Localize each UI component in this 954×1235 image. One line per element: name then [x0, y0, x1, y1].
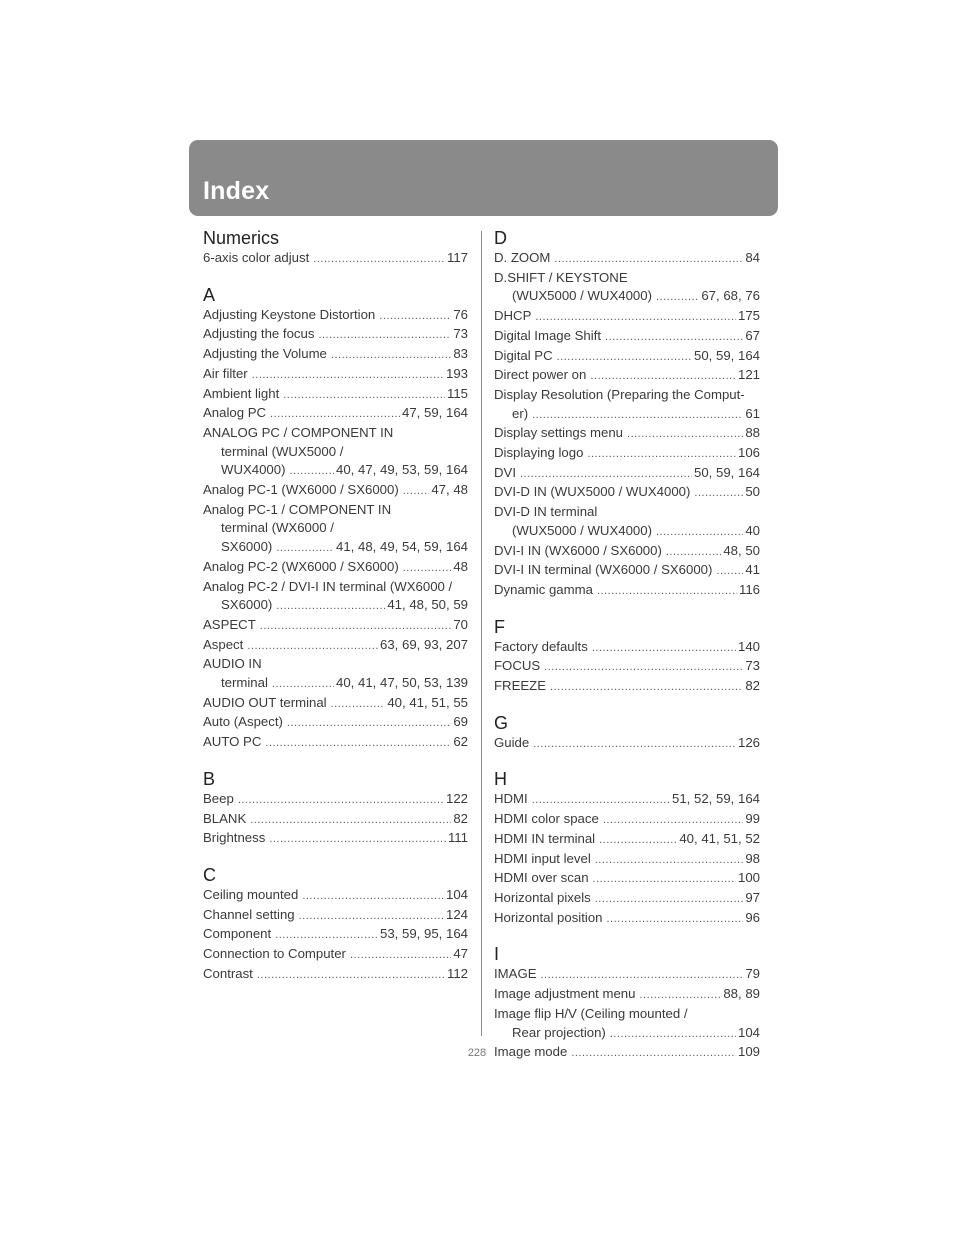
- index-entry-line: [203, 519, 468, 538]
- dot-leader: [694, 484, 743, 503]
- dot-leader: [272, 675, 334, 694]
- entry-term: HDMI color space: [494, 811, 599, 827]
- entry-page-refs[interactable]: 96: [745, 909, 760, 925]
- entry-page-refs[interactable]: 126: [737, 734, 760, 750]
- index-entry-line: [203, 443, 468, 462]
- index-entry-line: [494, 889, 760, 909]
- index-section-c: [203, 865, 468, 985]
- index-section-numerics: [203, 228, 468, 269]
- index-entry-line: [494, 1024, 760, 1044]
- index-entry-line: [494, 444, 760, 464]
- entry-page-refs[interactable]: 63, 69, 93, 207: [380, 636, 468, 652]
- index-entry-line: [494, 503, 760, 522]
- index-entry-line: [494, 366, 760, 386]
- index-entry-line: [494, 522, 760, 542]
- index-entry-line: [203, 306, 468, 326]
- entry-term: DVI-I IN (WX6000 / SX6000): [494, 542, 662, 558]
- index-entry-line: [203, 424, 468, 443]
- entry-page-refs[interactable]: 98: [745, 850, 760, 866]
- dot-leader: [276, 539, 334, 558]
- entry-term: terminal (WUX5000 /: [221, 443, 344, 459]
- entry-page-refs[interactable]: 99: [745, 811, 760, 827]
- entry-page-refs[interactable]: 116: [738, 581, 760, 597]
- section-heading: B: [203, 768, 216, 789]
- dot-leader: [260, 617, 452, 636]
- entry-page-refs[interactable]: 53, 59, 95, 164: [380, 926, 468, 942]
- entry-term: DHCP: [494, 308, 532, 324]
- index-entry-line: [494, 850, 760, 870]
- entry-term: Adjusting the focus: [203, 326, 315, 342]
- section-heading: Numerics: [203, 228, 280, 248]
- entry-page-refs[interactable]: 84: [745, 250, 760, 265]
- index-entry-line: [494, 424, 760, 444]
- dot-leader: [590, 367, 736, 386]
- index-entry-line: [203, 461, 468, 481]
- index-entry-line: [494, 734, 760, 754]
- entry-page-refs[interactable]: 104: [737, 1024, 760, 1040]
- entry-page-refs[interactable]: 106: [737, 445, 760, 461]
- index-entry-line: [494, 790, 760, 810]
- index-entry-line: [494, 581, 760, 601]
- entry-term: (WUX5000 / WUX4000): [512, 288, 652, 304]
- dot-leader: [627, 425, 743, 444]
- entry-term: DVI: [494, 464, 516, 480]
- dot-leader: [520, 465, 692, 484]
- entry-term: DVI-I IN terminal (WX6000 / SX6000): [494, 562, 713, 578]
- entry-term: HDMI over scan: [494, 870, 589, 886]
- dot-leader: [716, 562, 743, 581]
- entry-page-refs[interactable]: 121: [737, 367, 760, 383]
- entry-term: Direct power on: [494, 367, 587, 383]
- index-entry-line: [203, 733, 468, 753]
- entry-term: ANALOG PC / COMPONENT IN: [203, 424, 394, 440]
- entry-term: Analog PC-2 / DVI-I IN terminal (WX6000 /: [203, 578, 453, 594]
- index-entry-line: [203, 713, 468, 733]
- entry-page-refs[interactable]: 109: [737, 1044, 760, 1060]
- section-heading: D: [494, 228, 507, 248]
- dot-leader: [599, 831, 677, 850]
- index-entry-line: [203, 906, 468, 926]
- index-entry-line: [494, 985, 760, 1005]
- entry-page-refs[interactable]: 140: [737, 638, 760, 654]
- entry-page-refs[interactable]: 50, 59, 164: [694, 347, 760, 363]
- section-heading: H: [494, 769, 507, 790]
- entry-term: Adjusting the Volume: [203, 346, 327, 362]
- entry-page-refs[interactable]: 41, 48, 49, 54, 59, 164: [336, 539, 468, 555]
- index-section-h: [494, 769, 760, 928]
- entry-term: Adjusting Keystone Distortion: [203, 306, 376, 322]
- entry-term: Digital PC: [494, 347, 553, 363]
- dot-leader: [238, 791, 444, 810]
- entry-term: D. ZOOM: [494, 250, 551, 265]
- index-header-banner: [189, 140, 778, 216]
- index-entry-line: [203, 945, 468, 965]
- dot-leader: [313, 250, 445, 269]
- index-entry-line: [203, 829, 468, 849]
- dot-leader: [269, 830, 446, 849]
- entry-term: Factory defaults: [494, 638, 588, 654]
- section-spacer: [494, 601, 760, 617]
- dot-leader: [639, 986, 721, 1005]
- entry-term: Connection to Computer: [203, 946, 346, 962]
- entry-page-refs[interactable]: 88: [745, 425, 760, 441]
- entry-page-refs[interactable]: 47, 48: [431, 482, 468, 498]
- index-entry-line: [203, 886, 468, 906]
- entry-term: BLANK: [203, 810, 247, 826]
- entry-term: 6-axis color adjust: [203, 250, 310, 265]
- entry-term: AUDIO IN: [203, 656, 262, 672]
- index-entry-line: [203, 965, 468, 985]
- dot-leader: [592, 639, 736, 658]
- dot-leader: [593, 870, 736, 889]
- entry-term: Brightness: [203, 830, 266, 846]
- entry-page-refs[interactable]: 40, 47, 49, 53, 59, 164: [336, 462, 468, 478]
- index-entry-line: [494, 386, 760, 405]
- dot-leader: [275, 926, 378, 945]
- index-entry-line: [203, 365, 468, 385]
- entry-page-refs[interactable]: 40, 41, 51, 55: [387, 694, 468, 710]
- index-entry-line: [494, 269, 760, 288]
- index-section-f: [494, 617, 760, 697]
- index-entry-line: [494, 327, 760, 347]
- entry-page-refs[interactable]: 193: [445, 365, 468, 381]
- index-column-left: [203, 228, 468, 985]
- dot-leader: [318, 326, 451, 345]
- entry-page-refs[interactable]: 40: [745, 522, 760, 538]
- dot-leader: [331, 695, 386, 714]
- page-number: 228: [467, 1047, 487, 1059]
- index-column-right: [494, 228, 760, 1063]
- entry-page-refs[interactable]: 40, 41, 51, 52: [679, 830, 760, 846]
- entry-term: Ceiling mounted: [203, 886, 299, 902]
- index-entry-line: [203, 481, 468, 501]
- dot-leader: [535, 308, 736, 327]
- index-entry-line: [494, 287, 760, 307]
- entry-page-refs[interactable]: 175: [737, 308, 760, 324]
- entry-term: AUTO PC: [203, 734, 262, 750]
- entry-page-refs[interactable]: 82: [453, 810, 468, 826]
- dot-leader: [287, 714, 451, 733]
- index-section-d: [494, 228, 760, 601]
- entry-term: Contrast: [203, 965, 253, 981]
- dot-leader: [595, 890, 744, 909]
- index-entry-line: [494, 542, 760, 562]
- entry-page-refs[interactable]: 122: [445, 790, 468, 806]
- section-heading: A: [203, 284, 216, 305]
- entry-term: FOCUS: [494, 658, 541, 674]
- dot-leader: [595, 851, 744, 870]
- entry-term: DVI-D IN terminal: [494, 504, 598, 520]
- index-section-b: [203, 769, 468, 849]
- entry-page-refs[interactable]: 124: [445, 906, 468, 922]
- entry-page-refs[interactable]: 79: [745, 966, 760, 982]
- entry-page-refs[interactable]: 61: [745, 405, 760, 421]
- section-spacer: [203, 849, 468, 865]
- index-section-a: [203, 285, 468, 753]
- entry-page-refs[interactable]: 111: [447, 830, 468, 846]
- entry-term: er): [512, 405, 529, 421]
- entry-term: HDMI: [494, 791, 528, 807]
- page-title: Index: [203, 177, 270, 205]
- index-entry-line: [494, 677, 760, 697]
- section-heading: G: [494, 712, 509, 733]
- index-entry-line: [494, 1005, 760, 1024]
- entry-term: Image adjustment menu: [494, 986, 636, 1002]
- entry-term: Image flip H/V (Ceiling mounted /: [494, 1005, 688, 1021]
- dot-leader: [283, 386, 445, 405]
- dot-leader: [532, 791, 670, 810]
- index-entry-line: [203, 925, 468, 945]
- dot-leader: [302, 887, 444, 906]
- entry-page-refs[interactable]: 47, 59, 164: [402, 405, 468, 421]
- dot-leader: [544, 658, 743, 677]
- entry-page-refs[interactable]: 73: [453, 326, 468, 342]
- index-entry-line: [494, 307, 760, 327]
- entry-term: Horizontal position: [494, 909, 603, 925]
- dot-leader: [587, 445, 736, 464]
- entry-term: Beep: [203, 790, 234, 806]
- index-entry-line: [203, 385, 468, 405]
- dot-leader: [331, 346, 451, 365]
- dot-leader: [554, 250, 743, 269]
- index-entry-line: [203, 249, 468, 269]
- index-entry-line: [494, 657, 760, 677]
- entry-term: Displaying logo: [494, 445, 584, 461]
- dot-leader: [290, 462, 335, 481]
- index-entry-line: [203, 558, 468, 578]
- entry-page-refs[interactable]: 70: [453, 616, 468, 632]
- entry-page-refs[interactable]: 115: [446, 385, 468, 401]
- dot-leader: [247, 637, 378, 656]
- index-entry-line: [494, 810, 760, 830]
- index-entry-line: [494, 869, 760, 889]
- index-entry-line: [494, 965, 760, 985]
- entry-page-refs[interactable]: 50, 59, 164: [694, 464, 760, 480]
- index-section-i: [494, 944, 760, 1063]
- entry-term: terminal (WX6000 /: [221, 520, 334, 536]
- entry-term: Aspect: [203, 636, 244, 652]
- entry-term: Image mode: [494, 1044, 568, 1060]
- index-entry-line: [203, 790, 468, 810]
- entry-term: Display Resolution (Preparing the Comput-: [494, 386, 745, 402]
- entry-term: Ambient light: [203, 385, 280, 401]
- entry-term: IMAGE: [494, 966, 537, 982]
- section-spacer: [203, 269, 468, 285]
- entry-page-refs[interactable]: 47: [453, 946, 468, 962]
- index-section-g: [494, 713, 760, 754]
- entry-term: (WUX5000 / WUX4000): [512, 522, 652, 538]
- entry-page-refs[interactable]: 50: [745, 484, 760, 500]
- dot-leader: [350, 946, 451, 965]
- dot-leader: [607, 910, 744, 929]
- column-divider: [481, 231, 482, 1036]
- entry-page-refs[interactable]: 41, 48, 50, 59: [387, 597, 468, 613]
- entry-page-refs[interactable]: 40, 41, 47, 50, 53, 139: [336, 675, 468, 691]
- index-entry-line: [494, 405, 760, 425]
- entry-page-refs[interactable]: 97: [745, 889, 760, 905]
- entry-term: HDMI IN terminal: [494, 830, 596, 846]
- section-heading: I: [494, 944, 500, 965]
- dot-leader: [403, 482, 430, 501]
- entry-term: AUDIO OUT terminal: [203, 694, 327, 710]
- index-entry-line: [203, 538, 468, 558]
- entry-term: SX6000): [221, 539, 273, 555]
- dot-leader: [550, 678, 743, 697]
- entry-term: Horizontal pixels: [494, 889, 591, 905]
- entry-term: Rear projection): [512, 1024, 606, 1040]
- index-entry-line: [203, 674, 468, 694]
- index-entry-line: [203, 325, 468, 345]
- dot-leader: [270, 405, 400, 424]
- entry-term: ASPECT: [203, 616, 256, 632]
- entry-term: Analog PC-2 (WX6000 / SX6000): [203, 558, 399, 574]
- entry-term: Guide: [494, 734, 530, 750]
- dot-leader: [597, 582, 737, 601]
- entry-term: SX6000): [221, 597, 273, 613]
- index-entry-line: [203, 345, 468, 365]
- entry-term: FREEZE: [494, 678, 547, 694]
- entry-page-refs[interactable]: 76: [453, 306, 468, 322]
- entry-page-refs[interactable]: 112: [446, 965, 468, 981]
- entry-term: HDMI input level: [494, 850, 591, 866]
- dot-leader: [656, 523, 743, 542]
- dot-leader: [603, 811, 744, 830]
- section-spacer: [203, 753, 468, 769]
- index-entry-line: [203, 655, 468, 674]
- entry-term: Digital Image Shift: [494, 327, 602, 343]
- index-entry-line: [203, 616, 468, 636]
- entry-page-refs[interactable]: 62: [453, 734, 468, 750]
- index-entry-line: [494, 249, 760, 269]
- dot-leader: [299, 907, 444, 926]
- dot-leader: [403, 559, 452, 578]
- index-entry-line: [494, 347, 760, 367]
- index-entry-line: [494, 830, 760, 850]
- entry-term: Air filter: [203, 365, 248, 381]
- entry-page-refs[interactable]: 73: [745, 658, 760, 674]
- entry-term: Analog PC: [203, 405, 267, 421]
- entry-page-refs[interactable]: 117: [446, 250, 468, 265]
- entry-term: DVI-D IN (WUX5000 / WUX4000): [494, 484, 691, 500]
- dot-leader: [541, 966, 744, 985]
- dot-leader: [605, 328, 743, 347]
- entry-term: Analog PC-1 (WX6000 / SX6000): [203, 482, 399, 498]
- index-entry-line: [203, 810, 468, 830]
- entry-page-refs[interactable]: 41: [745, 562, 760, 578]
- dot-leader: [557, 348, 692, 367]
- dot-leader: [532, 406, 743, 425]
- section-spacer: [494, 928, 760, 944]
- entry-page-refs[interactable]: 67, 68, 76: [701, 288, 760, 304]
- section-heading: F: [494, 616, 505, 637]
- entry-term: WUX4000): [221, 462, 286, 478]
- index-entry-line: [203, 694, 468, 714]
- entry-page-refs[interactable]: 82: [745, 678, 760, 694]
- index-entry-line: [494, 909, 760, 929]
- index-entry-line: [494, 561, 760, 581]
- index-entry-line: [494, 483, 760, 503]
- section-heading: C: [203, 864, 216, 885]
- index-entry-line: [203, 404, 468, 424]
- dot-leader: [276, 597, 385, 616]
- entry-term: D.SHIFT / KEYSTONE: [494, 269, 628, 285]
- index-entry-line: [203, 596, 468, 616]
- entry-term: Dynamic gamma: [494, 581, 593, 597]
- dot-leader: [252, 366, 444, 385]
- entry-page-refs[interactable]: 88, 89: [723, 986, 760, 1002]
- entry-page-refs[interactable]: 48: [453, 558, 468, 574]
- dot-leader: [610, 1025, 736, 1044]
- dot-leader: [666, 543, 721, 562]
- entry-term: Display settings menu: [494, 425, 624, 441]
- entry-page-refs[interactable]: 69: [453, 714, 468, 730]
- dot-leader: [379, 307, 451, 326]
- index-entry-line: [203, 578, 468, 597]
- dot-leader: [257, 966, 445, 985]
- entry-term: Channel setting: [203, 906, 295, 922]
- dot-leader: [533, 735, 736, 754]
- entry-term: Auto (Aspect): [203, 714, 283, 730]
- dot-leader: [656, 288, 699, 307]
- dot-leader: [265, 734, 451, 753]
- index-entry-line: [203, 636, 468, 656]
- entry-term: Component: [203, 926, 272, 942]
- entry-page-refs[interactable]: 100: [737, 870, 760, 886]
- index-entry-line: [494, 464, 760, 484]
- entry-term: terminal: [221, 675, 268, 691]
- section-spacer: [494, 753, 760, 769]
- entry-page-refs[interactable]: 67: [745, 327, 760, 343]
- entry-page-refs[interactable]: 104: [445, 886, 468, 902]
- section-spacer: [494, 697, 760, 713]
- entry-page-refs[interactable]: 48, 50: [723, 542, 760, 558]
- index-entry-line: [494, 638, 760, 658]
- entry-page-refs[interactable]: 51, 52, 59, 164: [672, 791, 760, 807]
- dot-leader: [250, 811, 451, 830]
- entry-page-refs[interactable]: 83: [453, 346, 468, 362]
- entry-term: Analog PC-1 / COMPONENT IN: [203, 501, 392, 517]
- index-entry-line: [203, 501, 468, 520]
